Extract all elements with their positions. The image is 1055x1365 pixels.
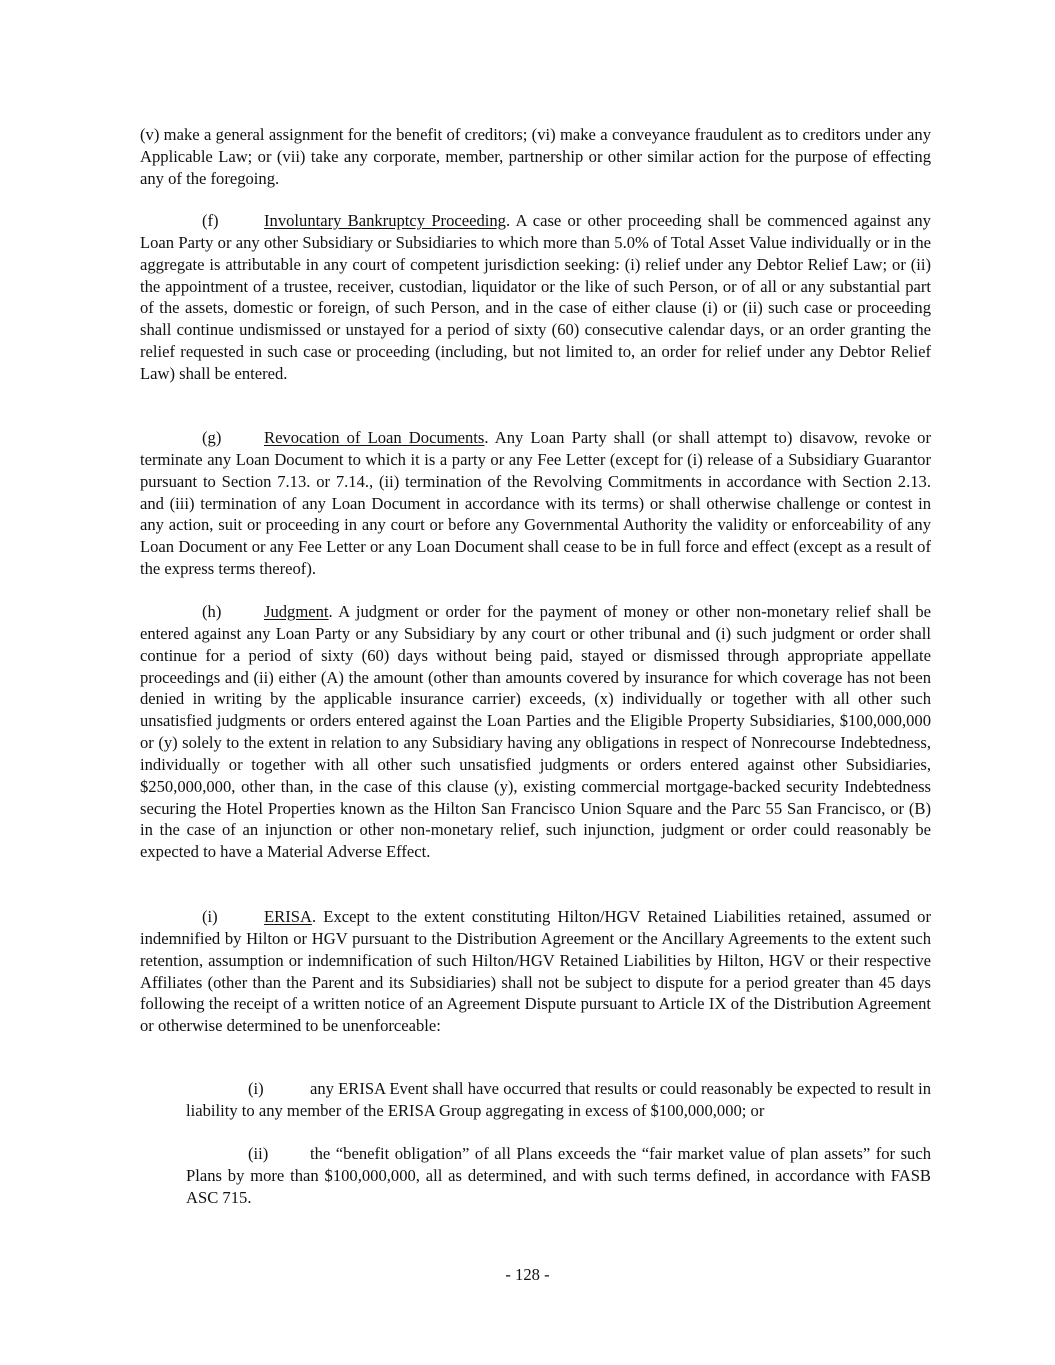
- section-g-body: . Any Loan Party shall (or shall attempt to) disavow, revoke or terminate any Loan Document to which it is a party or any Fee Letter (except for (i) release of a Subsidiary Guarantor pursuant to Section 7.13. or 7.14., (ii) termination of the Revolving Commitments in accordance with Section 2.13. and (iii) termination of any Loan Document in accordance with its terms) or shall otherwise challenge or contest in any action, suit or proceeding in any court or before any Governmental Authority the validity or enforceability of any Loan Document or any Fee Letter or any Loan Document shall cease to be in full force and effect (except as a result of the express terms thereof).: [140, 428, 931, 579]
- section-i-number: (i): [202, 907, 218, 926]
- section-h-number: (h): [202, 602, 222, 621]
- intro-paragraph: (v) make a general assignment for the benefit of creditors; (vi) make a conveyance fraudulent as to creditors under any Applicable Law; or (vii) take any corporate, member, partnership or other similar action for the purpose of effecting any of the foregoing.: [140, 125, 931, 188]
- section-f-body: . A case or other proceeding shall be commenced against any Loan Party or any other Subsidiary or Subsidiaries to which more than 5.0% of Total Asset Value individually or in the aggregate is attributable in any court of competent jurisdiction seeking: (i) relief under any Debtor Relief Law; or (ii) the appointment of a trustee, receiver, custodian, liquidator or the like of such Person, or of all or any substantial part of the assets, domestic or foreign, of such Person, and in the case of either clause (i) or (ii) such case or proceeding shall continue undismissed or unstayed for a period of sixty (60) consecutive calendar days, or an order granting the relief requested in such case or proceeding (including, but not limited to, an order for relief under any Debtor Relief Law) shall be entered.: [140, 211, 931, 383]
- subsection-ii-paragraph: [186, 1143, 931, 1209]
- section-i-body: . Except to the extent constituting Hilton/HGV Retained Liabilities retained, assumed or indemnified by Hilton or HGV pursuant to the Distribution Agreement or the Ancillary Agreements to the extent such retention, assumption or indemnification of such Hilton/HGV Retained Liabilities by Hilton, HGV or their respective Affiliates (other than the Parent and its Subsidiaries) shall not be subject to dispute for a period greater than 45 days following the receipt of a written notice of an Agreement Dispute pursuant to Article IX of the Distribution Agreement or otherwise determined to be unenforceable:: [140, 907, 931, 1036]
- subsection-ii-number: (ii): [248, 1144, 269, 1163]
- section-g-paragraph: [140, 427, 931, 580]
- section-h-paragraph: [140, 601, 931, 863]
- section-f-number: (f): [202, 211, 219, 230]
- section-g-heading: Revocation of Loan Documents: [264, 428, 485, 447]
- subsection-ii-body: the “benefit obligation” of all Plans exceeds the “fair market value of plan assets” for such Plans by more than $100,000,000, all as determined, and with such terms defined, in accordance with FASB ASC 715.: [186, 1144, 931, 1207]
- section-i-paragraph: [140, 906, 931, 1037]
- subsection-i-number: (i): [248, 1079, 264, 1098]
- subsection-i-paragraph: [186, 1078, 931, 1122]
- section-h-body: . A judgment or order for the payment of money or other non-monetary relief shall be entered against any Loan Party or any Subsidiary by any court or other tribunal and (i) such judgment or order shall continue for a period of sixty (60) days without being paid, stayed or dismissed through appropriate appellate proceedings and (ii) either (A) the amount (other than amounts covered by insurance for which coverage has not been denied in writing by the applicable insurance carrier) exceeds, (x) individually or together with all other such unsatisfied judgments or orders entered against the Loan Parties and the Eligible Property Subsidiaries, $100,000,000 or (y) solely to the extent in relation to any Subsidiary having any obligations in respect of Nonrecourse Indebtedness, individually or together with all other such unsatisfied judgments or orders entered against other Subsidiaries, $250,000,000, other than, in the case of this clause (y), existing commercial mortgage-backed security Indebtedness securing the Hotel Properties known as the Hilton San Francisco Union Square and the Parc 55 San Francisco, or (B) in the case of an injunction or other non-monetary relief, such injunction, judgment or order could reasonably be expected to have a Material Adverse Effect.: [140, 602, 931, 862]
- section-h-heading: Judgment: [264, 602, 329, 621]
- subsection-i-body: any ERISA Event shall have occurred that results or could reasonably be expected to result in liability to any member of the ERISA Group aggregating in excess of $100,000,000; or: [186, 1079, 931, 1120]
- section-f-paragraph: [140, 210, 931, 385]
- section-i-heading: ERISA: [264, 907, 312, 926]
- section-f-heading: Involuntary Bankruptcy Proceeding: [264, 211, 506, 230]
- section-g-number: (g): [202, 428, 222, 447]
- page-number: - 128 -: [505, 1265, 550, 1284]
